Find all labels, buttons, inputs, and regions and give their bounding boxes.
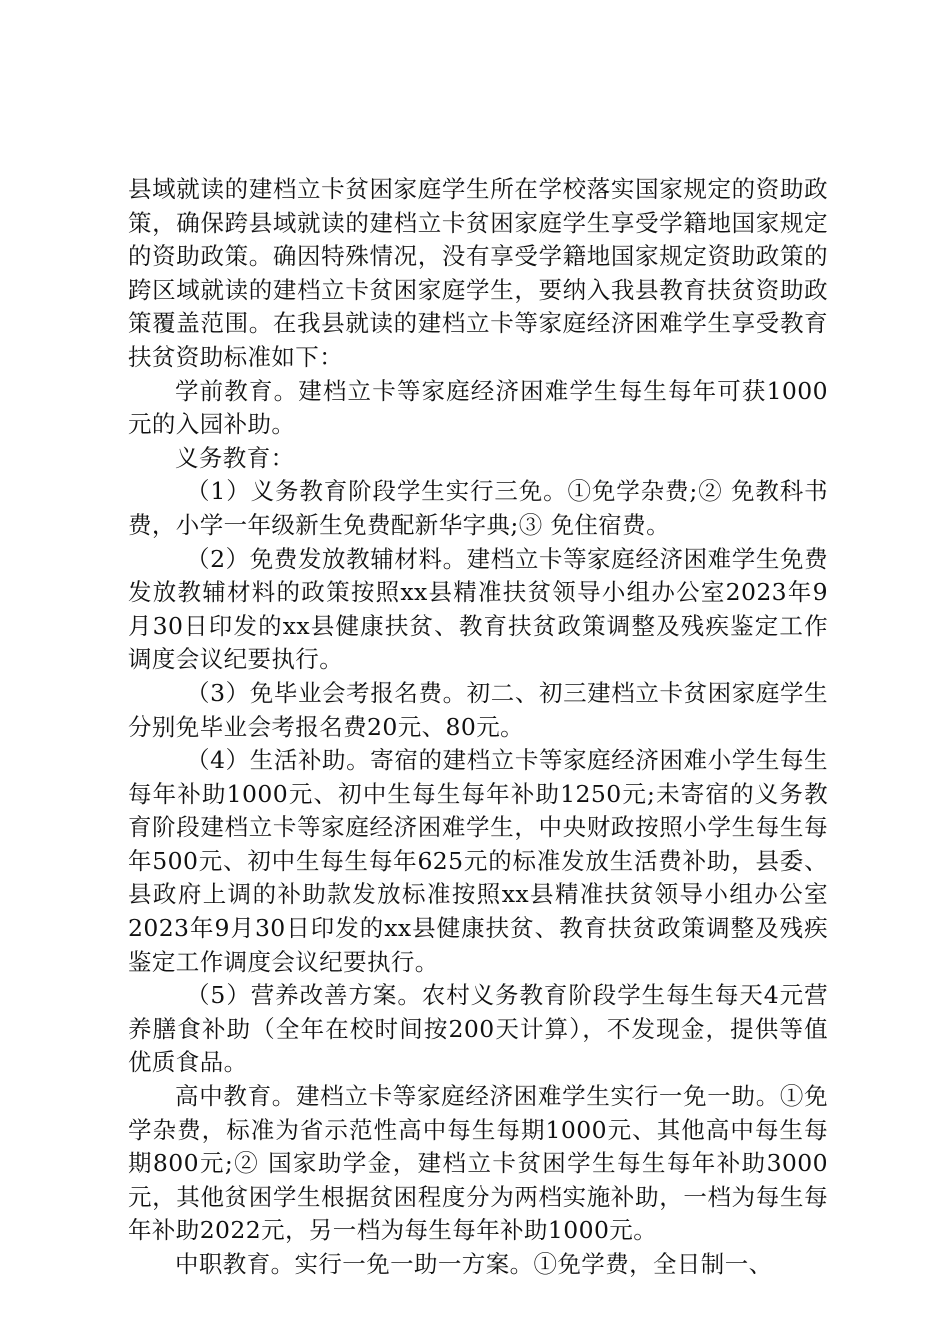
paragraph-vocational: 中职教育。实行一免一助一方案。①免学费，全日制一、 xyxy=(175,1250,773,1278)
paragraph-intro: 县域就读的建档立卡贫困家庭学生所在学校落实国家规定的资助政策，确保跨县域就读的建档立卡贫困家庭学生享受学籍地国家规定的资助政策。确因特殊情况，没有享受学籍地国家规定资助政策的跨区域就读的建档立卡贫困家庭学生，要纳入我县教育扶贫资助政策覆盖范围。在我县就读的建档立卡等家庭经济困难学生享受教育扶贫资助标准如下： xyxy=(128,175,828,371)
paragraph-item-4: （4）生活补助。寄宿的建档立卡等家庭经济困难小学生每生每年补助1000元、初中生每生每年补助1250元;未寄宿的义务教育阶段建档立卡等家庭经济困难学生，中央财政按照小学生每生每年500元、初中生每生每年625元的标准发放生活费补助，县委、县政府上调的补助款发放标准按照xx县精准扶贫领导小组办公室2023年9月30日印发的xx县健康扶贫、教育扶贫政策调整及残疾鉴定工作调度会议纪要执行。 xyxy=(128,746,828,976)
document-body xyxy=(128,173,828,1282)
paragraph-item-3: （3）免毕业会考报名费。初二、初三建档立卡贫困家庭学生分别免毕业会考报名费20元、80元。 xyxy=(128,678,828,741)
paragraph-item-2: （2）免费发放教辅材料。建档立卡等家庭经济困难学生免费发放教辅材料的政策按照xx县精准扶贫领导小组办公室2023年9月30日印发的xx县健康扶贫、教育扶贫政策调整及残疾鉴定工作调度会议纪要执行。 xyxy=(128,544,828,674)
paragraph-item-1: （1）义务教育阶段学生实行三免。①免学杂费;② 免教科书费，小学一年级新生免费配新华字典;③ 免住宿费。 xyxy=(128,477,828,539)
paragraph-item-5: （5）营养改善方案。农村义务教育阶段学生每生每天4元营养膳食补助（全年在校时间按200天计算），不发现金，提供等值优质食品。 xyxy=(128,981,828,1077)
paragraph-compulsory-heading: 义务教育： xyxy=(175,443,295,472)
paragraph-high-school: 高中教育。建档立卡等家庭经济困难学生实行一免一助。①免学杂费，标准为省示范性高中每生每期1000元、其他高中每生每期800元;② 国家助学金，建档立卡贫困学生每生每年补助3000元，其他贫困学生根据贫困程度分为两档实施补助，一档为每生每年补助2022元，另一档为每生每年补助1000元。 xyxy=(128,1082,828,1245)
paragraph-preschool: 学前教育。建档立卡等家庭经济困难学生每生每年可获1000元的入园补助。 xyxy=(128,376,828,439)
